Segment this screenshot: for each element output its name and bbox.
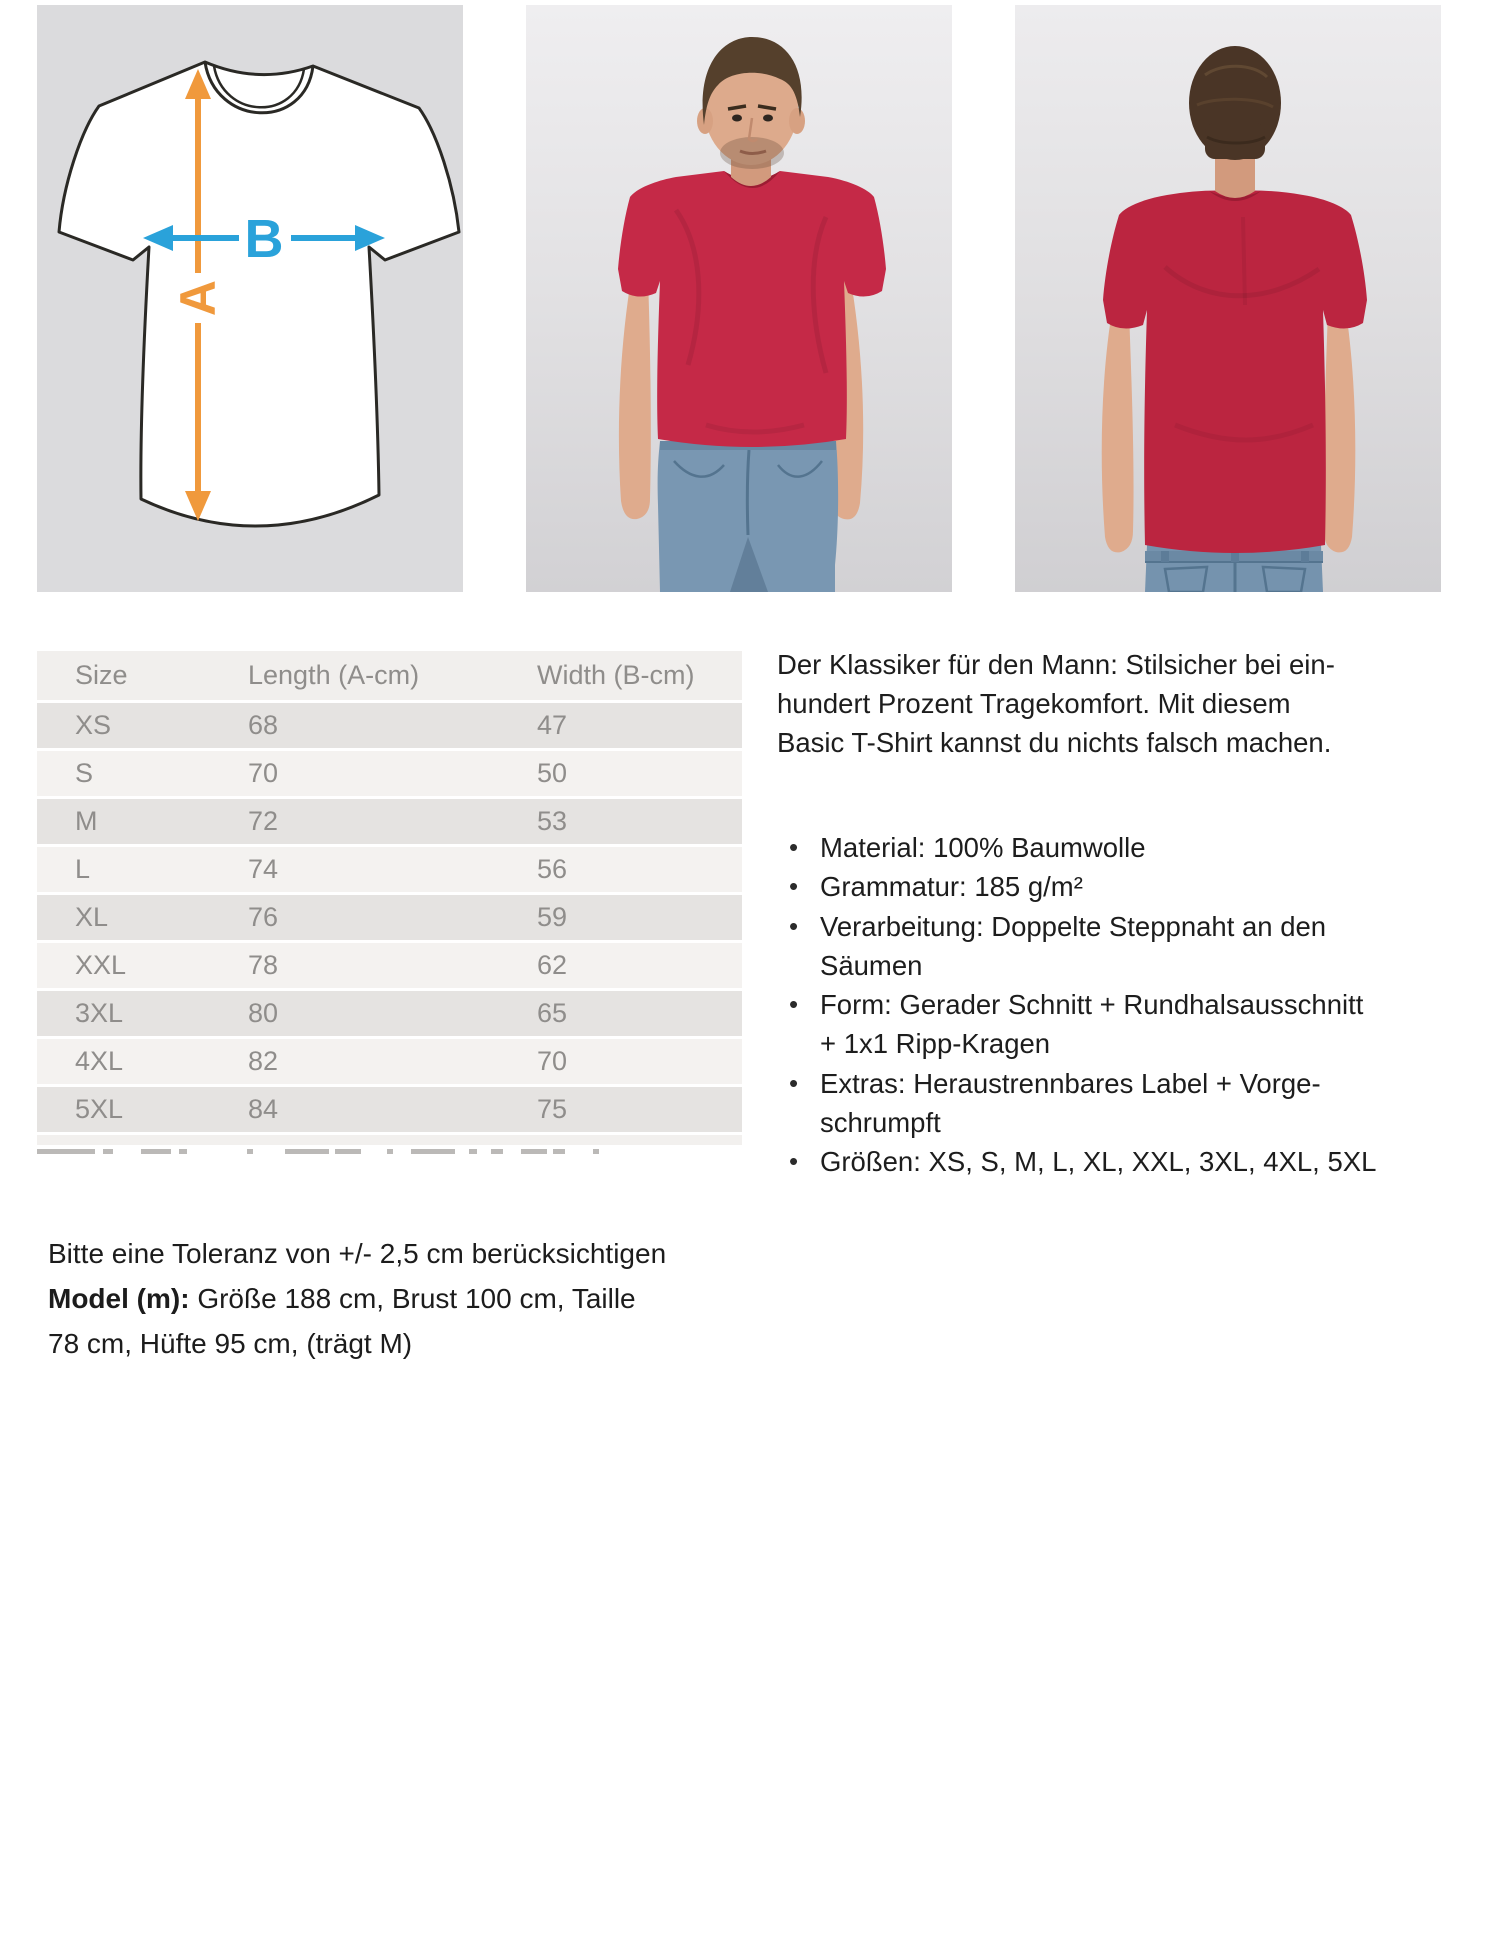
model-label: Model (m): — [48, 1283, 190, 1314]
col-header-length: Length (A-cm) — [248, 651, 537, 703]
model-info-line1 — [48, 1276, 666, 1321]
cell-size: XXL — [37, 943, 248, 991]
model-back-illustration — [1015, 5, 1441, 592]
clipped-row-artifact — [37, 1149, 742, 1159]
label-b: B — [244, 209, 284, 269]
table-row — [37, 799, 742, 847]
table-row — [37, 1039, 742, 1087]
intro-line: Der Klassiker für den Mann: Stilsicher bei ein- — [777, 649, 1335, 680]
cell-size: 4XL — [37, 1039, 248, 1087]
model-info-line2: 78 cm, Hüfte 95 cm, (trägt M) — [48, 1328, 413, 1359]
table-row — [37, 991, 742, 1039]
table-row — [37, 895, 742, 943]
tshirt-outline — [59, 62, 459, 526]
cell-length: 74 — [248, 847, 537, 895]
model-info-part1: Größe 188 cm, Brust 100 cm, Taille — [197, 1283, 636, 1314]
cell-size: XS — [37, 703, 248, 751]
description-intro — [777, 645, 1449, 762]
cell-width: 70 — [537, 1039, 742, 1087]
cell-width: 56 — [537, 847, 742, 895]
model-front-photo[interactable] — [526, 5, 952, 592]
cell-width: 53 — [537, 799, 742, 847]
cell-size: S — [37, 751, 248, 799]
cell-length: 84 — [248, 1087, 537, 1135]
cell-size: L — [37, 847, 248, 895]
col-header-size: Size — [37, 651, 248, 703]
table-row — [37, 751, 742, 799]
model-back-photo[interactable] — [1015, 5, 1441, 592]
measurement-notes — [48, 1231, 666, 1366]
col-header-width: Width (B-cm) — [537, 651, 742, 703]
size-diagram-image[interactable] — [37, 5, 463, 592]
bullet-verarbeitung: • Verarbeitung: Doppelte Steppnaht an den Säumen — [777, 907, 1449, 986]
cell-length: 68 — [248, 703, 537, 751]
cell-length: 70 — [248, 751, 537, 799]
table-row — [37, 1087, 742, 1135]
table-row — [37, 703, 742, 751]
cell-size: M — [37, 799, 248, 847]
cell-size: XL — [37, 895, 248, 943]
cell-size: 3XL — [37, 991, 248, 1039]
cell-width: 59 — [537, 895, 742, 943]
bullet-groessen: • Größen: XS, S, M, L, XL, XXL, 3XL, 4XL, 5XL — [777, 1142, 1449, 1181]
cell-width: 50 — [537, 751, 742, 799]
head-back — [1189, 46, 1281, 160]
intro-line: hundert Prozent Tragekomfort. Mit diesem — [777, 688, 1291, 719]
tolerance-note: Bitte eine Toleranz von +/- 2,5 cm berücksichtigen — [48, 1238, 667, 1269]
model-front-illustration — [526, 5, 952, 592]
cell-width: 47 — [537, 703, 742, 751]
bullet-form: • Form: Gerader Schnitt + Rundhalsausschnitt + 1x1 Ripp-Kragen — [777, 985, 1449, 1064]
feature-list — [777, 828, 1449, 1182]
size-table — [37, 651, 742, 1135]
cell-length: 78 — [248, 943, 537, 991]
cell-size: 5XL — [37, 1087, 248, 1135]
intro-line: Basic T-Shirt kannst du nichts falsch machen. — [777, 727, 1332, 758]
size-table-section — [37, 651, 742, 1159]
bullet-material: • Material: 100% Baumwolle — [777, 828, 1449, 867]
cell-width: 65 — [537, 991, 742, 1039]
tshirt-measure-diagram — [37, 5, 463, 592]
cell-length: 76 — [248, 895, 537, 943]
bullet-extras: • Extras: Heraustrennbares Label + Vorge- schrumpft — [777, 1064, 1449, 1143]
label-a: A — [170, 279, 226, 317]
cell-length: 80 — [248, 991, 537, 1039]
cell-length: 82 — [248, 1039, 537, 1087]
table-row — [37, 847, 742, 895]
cell-length: 72 — [248, 799, 537, 847]
product-description — [777, 645, 1449, 1182]
size-table-header-row — [37, 651, 742, 703]
cell-width: 62 — [537, 943, 742, 991]
cell-width: 75 — [537, 1087, 742, 1135]
table-row — [37, 943, 742, 991]
bullet-grammatur: • Grammatur: 185 g/m² — [777, 867, 1449, 906]
table-cut-band — [37, 1135, 742, 1145]
jeans — [658, 441, 839, 592]
